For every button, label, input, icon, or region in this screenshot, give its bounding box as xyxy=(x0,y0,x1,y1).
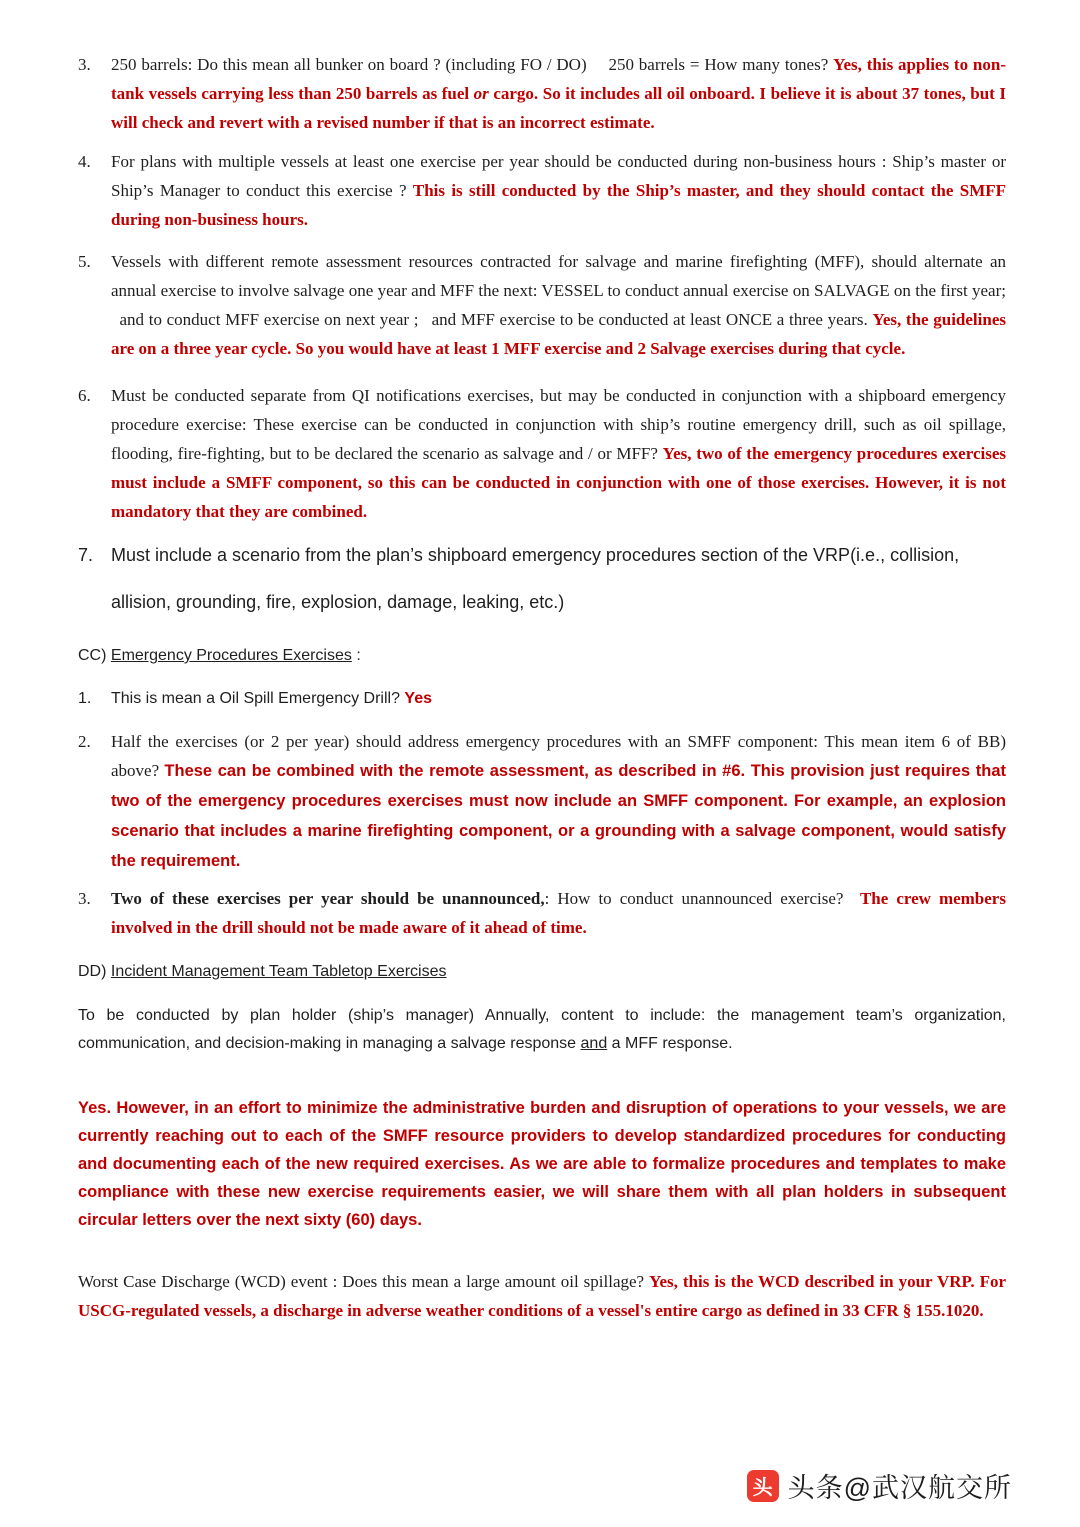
paragraph-tabletop xyxy=(78,1002,1006,1058)
list-item-number: 2. xyxy=(78,732,91,751)
cc-item-3 xyxy=(78,884,1006,942)
list-item-number: 7. xyxy=(78,545,94,565)
cc-item-1 xyxy=(78,685,1006,713)
paragraph-text: Yes. However, in an effort to minimize the administrative burden and disruption of operations to your vessels, we are currently reaching out to each of the SMFF resource providers to develop standardized procedures for conducting and documenting each of the new required exercises. As we are able to formalize procedures and templates to make compliance with these new exercise requirements easier, we will share them with all plan holders in subsequent circular letters over the next sixty (60) days. xyxy=(78,1099,1006,1229)
list-item-text: Two of these exercises per year should be unannounced,: How to conduct unannounced exercise? The crew members involved in the drill should not be made aware of it ahead of time. xyxy=(111,889,1006,937)
list-item-6 xyxy=(78,381,1006,526)
section-heading-dd xyxy=(78,958,1006,986)
paragraph-text: Worst Case Discharge (WCD) event : Does this mean a large amount oil spillage? Yes, this is the WCD described in your VRP. For USCG-regulated vessels, a discharge in adverse weather conditions of a vessel's entire cargo as defined in 33 CFR § 155.1020. xyxy=(78,1272,1006,1320)
list-item-number: 5. xyxy=(78,252,91,271)
toutiao-logo-icon: 头 xyxy=(747,1470,779,1502)
watermark xyxy=(747,1466,1012,1505)
cc-item-2 xyxy=(78,727,1006,876)
list-item-4 xyxy=(78,147,1006,234)
section-heading-text: CC) Emergency Procedures Exercises : xyxy=(78,647,361,664)
list-item-text: For plans with multiple vessels at least one exercise per year should be conducted during non-business hours : Ship’s master or Ship’s Manager to conduct this exercise ? This is still conducted by the Ship’s master, and they should contact the SMFF during non-business hours. xyxy=(111,152,1007,229)
list-item-text: Must be conducted separate from QI notifications exercises, but may be conducted in conjunction with a shipboard emergency procedure exercise: These exercise can be conducted in conjunction with ship’s routine emergency drill, such as oil spillage, flooding, fire-fighting, but to be declared the scenario as salvage and / or MFF? Yes, two of the emergency procedures exercises must include a SMFF component, so this can be conducted in conjunction with one of those exercises. However, it is not mandatory that they are combined. xyxy=(111,386,1006,521)
list-item-number: 4. xyxy=(78,152,91,171)
paragraph-wcd xyxy=(78,1267,1006,1325)
list-item-text: This is mean a Oil Spill Emergency Drill? Yes xyxy=(111,690,433,707)
section-heading-text: DD) Incident Management Team Tabletop Exercises xyxy=(78,963,447,980)
list-item-number: 6. xyxy=(78,386,91,405)
list-item-5 xyxy=(78,247,1006,363)
list-item-text: 250 barrels: Do this mean all bunker on board ? (including FO / DO) 250 barrels = How many tones? Yes, this applies to non-tank vessels carrying less than 250 barrels as fuel or cargo. So it includes all oil onboard. I believe it is about 37 tones, but I will check and revert with a revised number if that is an incorrect estimate. xyxy=(111,55,1006,132)
list-item-text: Half the exercises (or 2 per year) should address emergency procedures with an SMFF component: This mean item 6 of BB) above? These can be combined with the remote assessment, as described in #6. This provision just requires that two of the emergency procedures exercises must now include an SMFF component. For example, an explosion scenario that includes a marine firefighting component, or a grounding with a salvage component, would satisfy the requirement. xyxy=(111,732,1007,870)
paragraph-text: To be conducted by plan holder (ship’s manager) Annually, content to include: the management team’s organization, communication, and decision-making in managing a salvage response and a MFF response. xyxy=(78,1007,1006,1052)
list-item-text: Vessels with different remote assessment resources contracted for salvage and marine firefighting (MFF), should alternate an annual exercise to involve salvage one year and MFF the next: VESSEL to conduct annual exercise on SALVAGE on the first year; and to conduct MFF exercise on next year ; and MFF exercise to be conducted at least ONCE a three years. Yes, the guidelines are on a three year cycle. So you would have at least 1 MFF exercise and 2 Salvage exercises during that cycle. xyxy=(111,252,1006,358)
list-item-3 xyxy=(78,50,1006,137)
list-item-number: 1. xyxy=(78,690,92,707)
paragraph-answer-red xyxy=(78,1094,1006,1234)
list-item-text: Must include a scenario from the plan’s shipboard emergency procedures section of the VRP(i.e., collision, allision, grounding, fire, explosion, damage, leaking, etc.) xyxy=(111,545,960,612)
list-item-number: 3. xyxy=(78,889,91,908)
watermark-text: 头条@武汉航交所 xyxy=(787,1473,1012,1503)
list-item-number: 3. xyxy=(78,55,91,74)
list-item-7 xyxy=(78,532,1006,626)
document-body xyxy=(78,50,1006,1325)
section-heading-cc xyxy=(78,642,1006,670)
